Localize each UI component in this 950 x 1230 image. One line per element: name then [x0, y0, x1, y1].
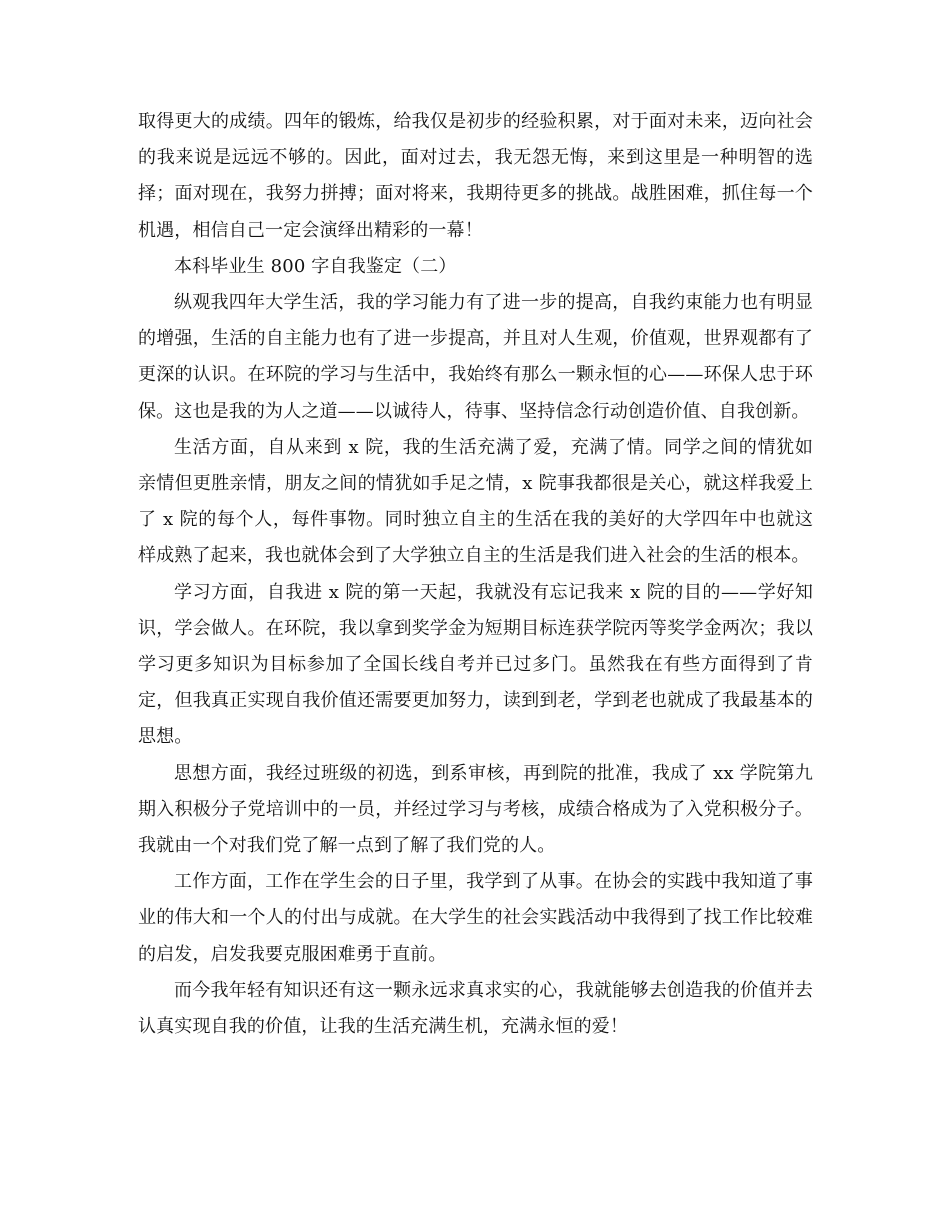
- paragraph-overview: 纵观我四年大学生活，我的学习能力有了进一步的提高，自我约束能力也有明显的增强，生活的自主能力也有了进一步提高，并且对人生观，价值观，世界观都有了更深的认识。在环院的学习与生活中，我始终有那么一颗永恒的心——环保人忠于环保。这也是我的为人之道——以诚待人，待事、坚持信念行动创造价值、自我创新。: [138, 292, 813, 422]
- paragraph-continuation: 取得更大的成绩。四年的锻炼，给我仅是初步的经验积累，对于面对未来，迈向社会的我来说是远远不够的。因此，面对过去，我无怨无悔，来到这里是一种明智的选择；面对现在，我努力拼搏；面对将来，我期待更多的挑战。战胜困难，抓住每一个机遇，相信自己一定会演绎出精彩的一幕！: [138, 111, 813, 241]
- paragraph-thought: 思想方面，我经过班级的初选，到系审核，再到院的批准，我成了 xx 学院第九期入积极分子党培训中的一员，并经过学习与考核，成绩合格成为了入党积极分子。我就由一个对我们党了解一点到了解了我们党的人。: [138, 762, 813, 857]
- section-subtitle: 本科毕业生 800 字自我鉴定（二）: [174, 255, 457, 277]
- paragraph-conclusion: 而今我年轻有知识还有这一颗永远求真求实的心，我就能够去创造我的价值并去认真实现自我的价值，让我的生活充满生机，充满永恒的爱！: [138, 979, 813, 1038]
- paragraph-work: 工作方面，工作在学生会的日子里，我学到了从事。在协会的实践中我知道了事业的伟大和一个人的付出与成就。在大学生的社会实践活动中我得到了找工作比较难的启发，启发我要克服困难勇于直前。: [138, 871, 813, 965]
- paragraph-life: 生活方面，自从来到 x 院，我的生活充满了爱，充满了情。同学之间的情犹如亲情但更胜亲情，朋友之间的情犹如手足之情，x 院事我都很是关心，就这样我爱上了 x 院的每个人，每件事物。同时独立自主的生活在我的美好的大学四年中也就这样成熟了起来，我也就体会到了大学独立自主的生活是我们进入社会的生活的根本。: [138, 436, 813, 567]
- paragraph-study: 学习方面，自我进 x 院的第一天起，我就没有忘记我来 x 院的目的——学好知识，学会做人。在环院，我以拿到奖学金为短期目标连获学院丙等奖学金两次；我以学习更多知识为目标参加了全国长线自考并已过多门。虽然我在有些方面得到了肯定，但我真正实现自我价值还需要更加努力，读到到老，学到老也就成了我最基本的思想。: [138, 581, 813, 748]
- document-body: [138, 104, 813, 1045]
